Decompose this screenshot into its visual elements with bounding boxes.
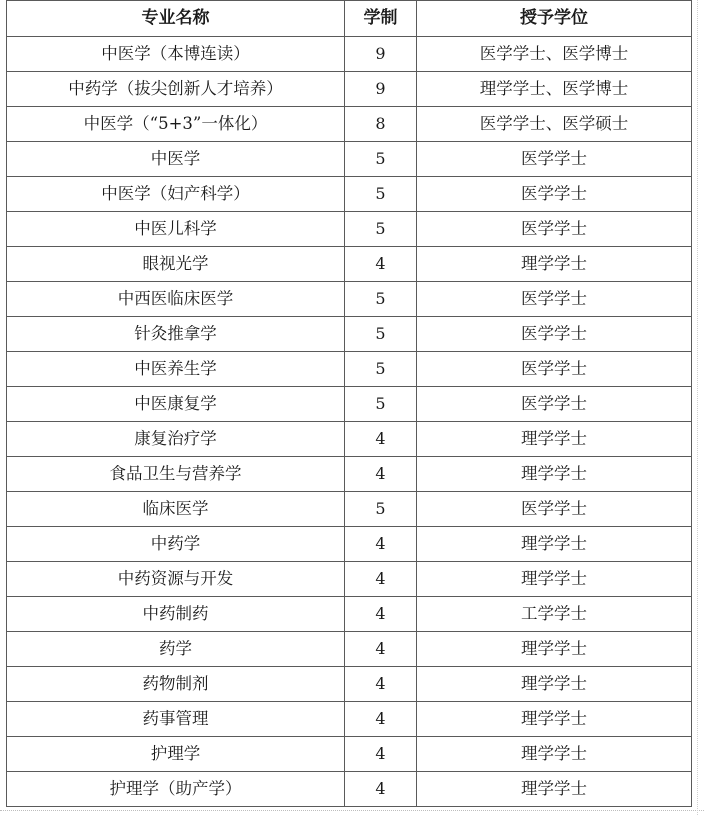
page-bottom-edge [0, 810, 704, 811]
cell-major-name: 药学 [7, 632, 345, 667]
table-row [7, 317, 692, 352]
cell-study-years: 4 [345, 632, 417, 667]
cell-major-name: 中医儿科学 [7, 212, 345, 247]
cell-study-years: 4 [345, 667, 417, 702]
table-row [7, 737, 692, 772]
table-row [7, 142, 692, 177]
cell-study-years: 5 [345, 212, 417, 247]
cell-major-name: 药物制剂 [7, 667, 345, 702]
cell-study-years: 9 [345, 72, 417, 107]
cell-degree: 医学学士、医学硕士 [417, 107, 692, 142]
cell-degree: 医学学士 [417, 387, 692, 422]
majors-table-container [6, 0, 691, 807]
cell-study-years: 5 [345, 317, 417, 352]
table-row [7, 597, 692, 632]
cell-study-years: 4 [345, 527, 417, 562]
cell-degree: 理学学士 [417, 247, 692, 282]
cell-major-name: 中西医临床医学 [7, 282, 345, 317]
table-header-row [7, 1, 692, 37]
header-study-years: 学制 [345, 1, 417, 37]
cell-degree: 医学学士、医学博士 [417, 37, 692, 72]
cell-major-name: 中医学（“5+3”一体化） [7, 107, 345, 142]
cell-major-name: 中医学（本博连读） [7, 37, 345, 72]
table-row [7, 212, 692, 247]
cell-study-years: 4 [345, 772, 417, 807]
cell-study-years: 4 [345, 457, 417, 492]
table-row [7, 177, 692, 212]
cell-study-years: 4 [345, 562, 417, 597]
cell-major-name: 中医学（妇产科学） [7, 177, 345, 212]
cell-degree: 医学学士 [417, 352, 692, 387]
cell-major-name: 中医学 [7, 142, 345, 177]
table-row [7, 247, 692, 282]
header-major-name: 专业名称 [7, 1, 345, 37]
cell-major-name: 中药制药 [7, 597, 345, 632]
table-row [7, 387, 692, 422]
table-row [7, 562, 692, 597]
cell-major-name: 眼视光学 [7, 247, 345, 282]
table-row [7, 632, 692, 667]
cell-degree: 理学学士 [417, 632, 692, 667]
cell-degree: 理学学士 [417, 422, 692, 457]
cell-major-name: 康复治疗学 [7, 422, 345, 457]
table-row [7, 107, 692, 142]
cell-study-years: 5 [345, 387, 417, 422]
table-body [7, 37, 692, 807]
cell-major-name: 中医康复学 [7, 387, 345, 422]
cell-study-years: 5 [345, 352, 417, 387]
cell-study-years: 4 [345, 422, 417, 457]
cell-study-years: 5 [345, 282, 417, 317]
cell-degree: 医学学士 [417, 212, 692, 247]
cell-major-name: 针灸推拿学 [7, 317, 345, 352]
table-row [7, 772, 692, 807]
cell-study-years: 5 [345, 142, 417, 177]
cell-major-name: 食品卫生与营养学 [7, 457, 345, 492]
cell-degree: 理学学士 [417, 562, 692, 597]
cell-major-name: 护理学 [7, 737, 345, 772]
cell-study-years: 5 [345, 177, 417, 212]
cell-degree: 医学学士 [417, 317, 692, 352]
cell-study-years: 5 [345, 492, 417, 527]
cell-degree: 理学学士 [417, 667, 692, 702]
cell-degree: 医学学士 [417, 492, 692, 527]
table-row [7, 72, 692, 107]
table-row [7, 422, 692, 457]
table-row [7, 492, 692, 527]
header-degree: 授予学位 [417, 1, 692, 37]
cell-degree: 医学学士 [417, 177, 692, 212]
cell-degree: 工学学士 [417, 597, 692, 632]
table-row [7, 37, 692, 72]
page-right-edge [697, 0, 698, 815]
cell-degree: 理学学士 [417, 527, 692, 562]
table-row [7, 282, 692, 317]
cell-major-name: 中药学 [7, 527, 345, 562]
cell-major-name: 护理学（助产学） [7, 772, 345, 807]
cell-study-years: 4 [345, 247, 417, 282]
majors-table [6, 0, 692, 807]
cell-study-years: 9 [345, 37, 417, 72]
table-row [7, 352, 692, 387]
cell-degree: 理学学士 [417, 457, 692, 492]
cell-major-name: 临床医学 [7, 492, 345, 527]
cell-study-years: 8 [345, 107, 417, 142]
cell-study-years: 4 [345, 702, 417, 737]
cell-degree: 理学学士、医学博士 [417, 72, 692, 107]
cell-major-name: 药事管理 [7, 702, 345, 737]
table-row [7, 527, 692, 562]
cell-major-name: 中药资源与开发 [7, 562, 345, 597]
cell-degree: 理学学士 [417, 772, 692, 807]
table-row [7, 667, 692, 702]
cell-degree: 理学学士 [417, 702, 692, 737]
cell-study-years: 4 [345, 597, 417, 632]
cell-study-years: 4 [345, 737, 417, 772]
cell-degree: 理学学士 [417, 737, 692, 772]
cell-degree: 医学学士 [417, 142, 692, 177]
table-row [7, 702, 692, 737]
cell-major-name: 中药学（拔尖创新人才培养） [7, 72, 345, 107]
table-row [7, 457, 692, 492]
cell-major-name: 中医养生学 [7, 352, 345, 387]
cell-degree: 医学学士 [417, 282, 692, 317]
